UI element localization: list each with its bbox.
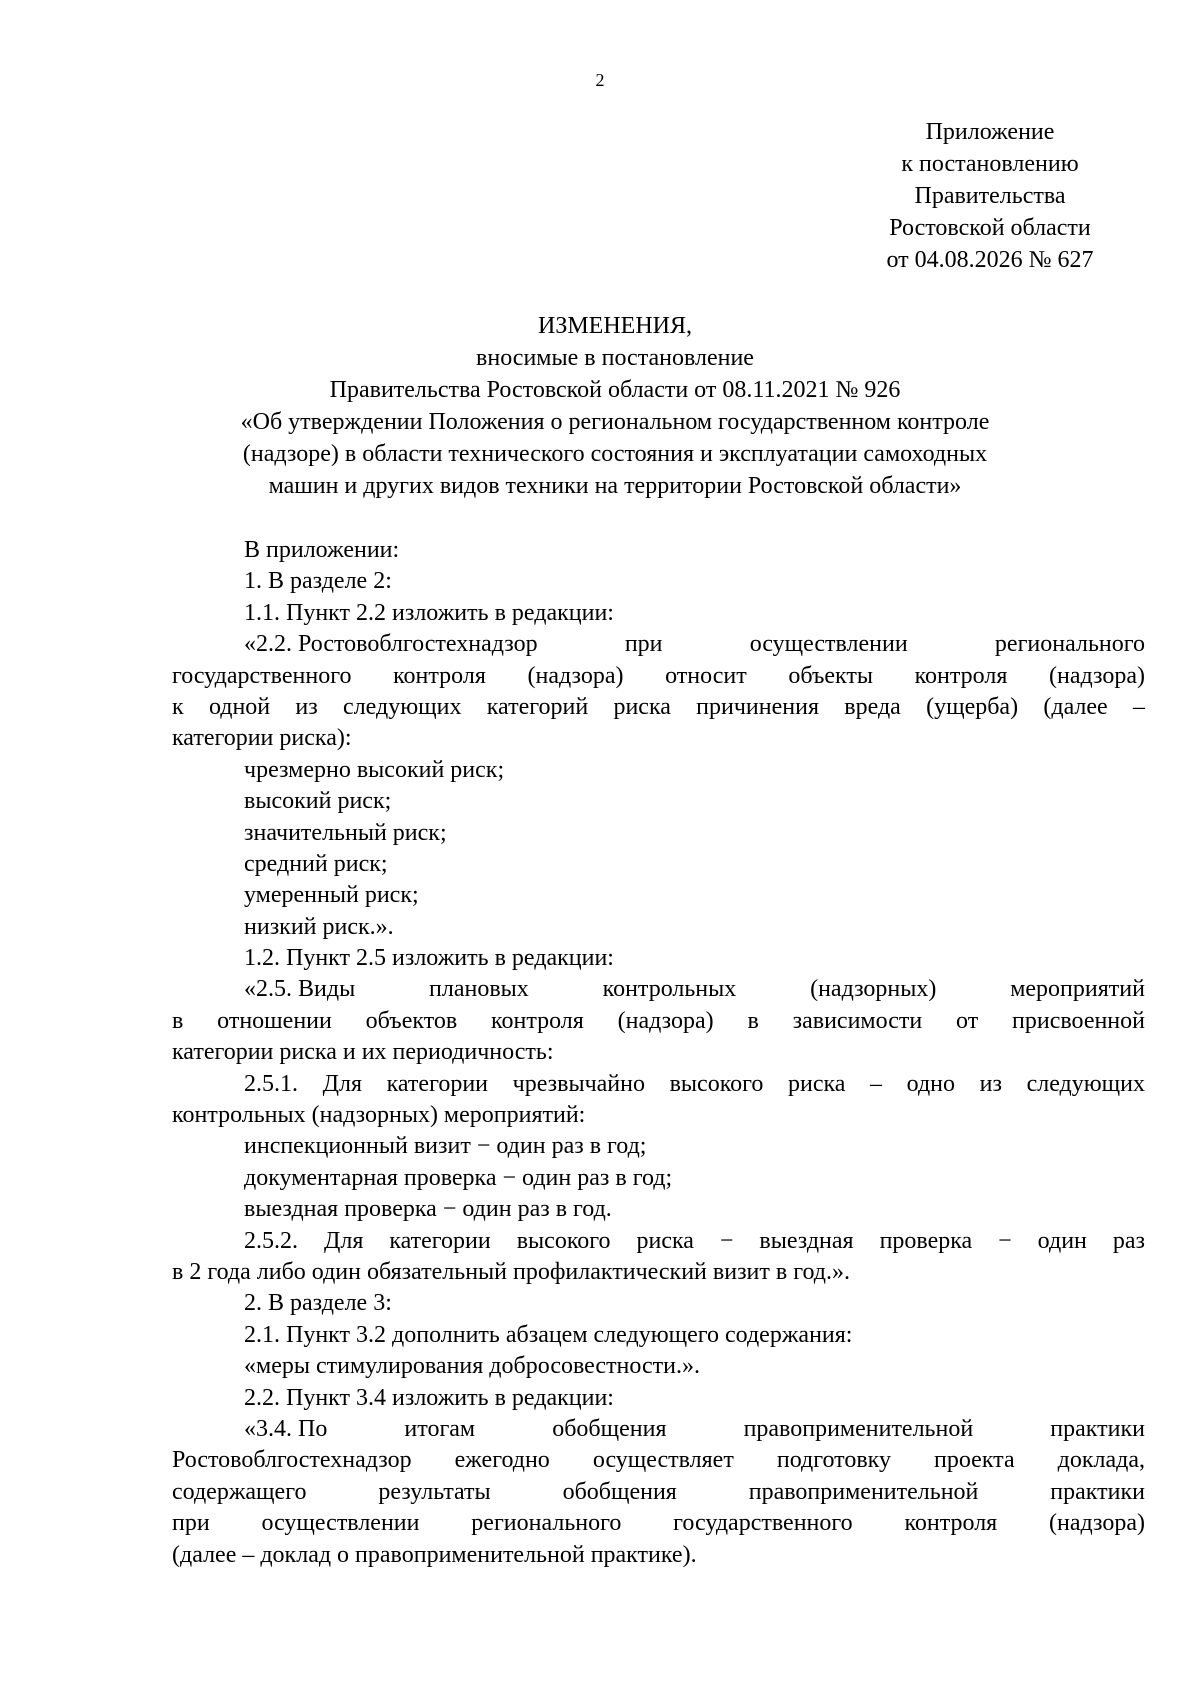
appendix-line: от 04.08.2026 № 627 [886,247,1094,273]
body-word: содержащего [172,1478,307,1505]
body-word: осуществлении [749,631,908,658]
body-line: категории риска): [172,725,352,752]
document-body [172,535,1145,1571]
list-item: средний риск; [244,850,388,877]
body-line: категории риска и их периодичность: [172,1039,554,1066]
body-word: контрольных [602,976,737,1003]
body-word: правоприменительной [748,1478,979,1505]
heading-line: Правительства Ростовской области от 08.11.2021 № 926 [329,377,901,403]
body-line: 1. В разделе 2: [244,568,392,595]
body-word: регионального [994,631,1145,658]
list-item: чрезмерно высокий риск; [244,756,505,783]
body-word: мероприятий [1010,976,1145,1003]
body-line: контрольных (надзорных) мероприятий: [172,1102,586,1129]
body-word: обобщения [562,1478,677,1505]
body-line: при осуществлении регионального государственного контроля (надзора) [172,1510,1145,1537]
list-item: значительный риск; [244,819,447,846]
appendix-block [840,116,1140,276]
body-line-spread [172,629,1145,660]
body-line-spread [172,1477,1145,1508]
body-line: 2.2. Пункт 3.4 изложить в редакции: [244,1384,614,1411]
body-line: «меры стимулирования добросовестности.». [244,1353,700,1380]
appendix-line: Ростовской области [889,215,1091,241]
body-word: «2.5. Виды [244,976,356,1003]
body-word: «2.2. Ростовоблгостехнадзор [244,631,538,658]
document-heading [170,310,1060,502]
body-word: результаты [378,1478,491,1505]
body-word: практики [1050,1415,1145,1442]
body-line: Ростовоблгостехнадзор ежегодно осуществляет подготовку проекта доклада, [172,1447,1145,1474]
body-line: 2.1. Пункт 3.2 дополнить абзацем следующего содержания: [244,1321,853,1348]
appendix-line: к постановлению [901,151,1079,177]
body-word: (надзорных) [810,976,937,1003]
body-line: в 2 года либо один обязательный профилактический визит в год.». [172,1258,850,1285]
list-item: выездная проверка − один раз в год. [244,1196,612,1223]
body-line: (далее – доклад о правоприменительной практике). [172,1541,697,1568]
list-item: высокий риск; [244,788,392,815]
appendix-line: Правительства [914,183,1066,209]
body-word: итогам [404,1415,476,1442]
list-item: умеренный риск; [244,882,419,909]
body-line: В приложении: [244,537,400,563]
body-line-spread [172,974,1145,1005]
body-line: государственного контроля (надзора) относит объекты контроля (надзора) [172,662,1145,689]
list-item: низкий риск.». [244,913,394,940]
body-line: 2. В разделе 3: [244,1290,392,1317]
body-line: в отношении объектов контроля (надзора) в зависимости от присвоенной [172,1007,1145,1034]
body-line: 2.5.2. Для категории высокого риска − выездная проверка − один раз [244,1227,1145,1254]
body-line-spread [172,1414,1145,1445]
body-word: обобщения [552,1415,667,1442]
body-line: 1.1. Пункт 2.2 изложить в редакции: [244,599,614,626]
page-number: 2 [595,70,605,90]
body-word: при [624,631,663,658]
heading-title: ИЗМЕНЕНИЯ, [537,313,693,339]
body-line: к одной из следующих категорий риска причинения вреда (ущерба) (далее – [172,693,1145,720]
body-word: практики [1050,1478,1145,1505]
body-line: 1.2. Пункт 2.5 изложить в редакции: [244,945,614,972]
list-item: документарная проверка − один раз в год; [244,1164,673,1191]
heading-line: машин и других видов техники на территории Ростовской области» [268,473,962,499]
heading-line: (надзоре) в области технического состояния и эксплуатации самоходных [242,441,988,467]
body-line: 2.5.1. Для категории чрезвычайно высокого риска – одно из следующих [244,1070,1145,1097]
body-word: плановых [429,976,529,1003]
heading-line: вносимые в постановление [476,345,754,371]
appendix-line: Приложение [925,119,1055,145]
heading-line: «Об утверждении Положения о региональном государственном контроле [240,409,990,435]
list-item: инспекционный визит − один раз в год; [244,1133,647,1160]
body-word: «3.4. По [244,1415,328,1442]
body-word: правоприменительной [743,1415,974,1442]
